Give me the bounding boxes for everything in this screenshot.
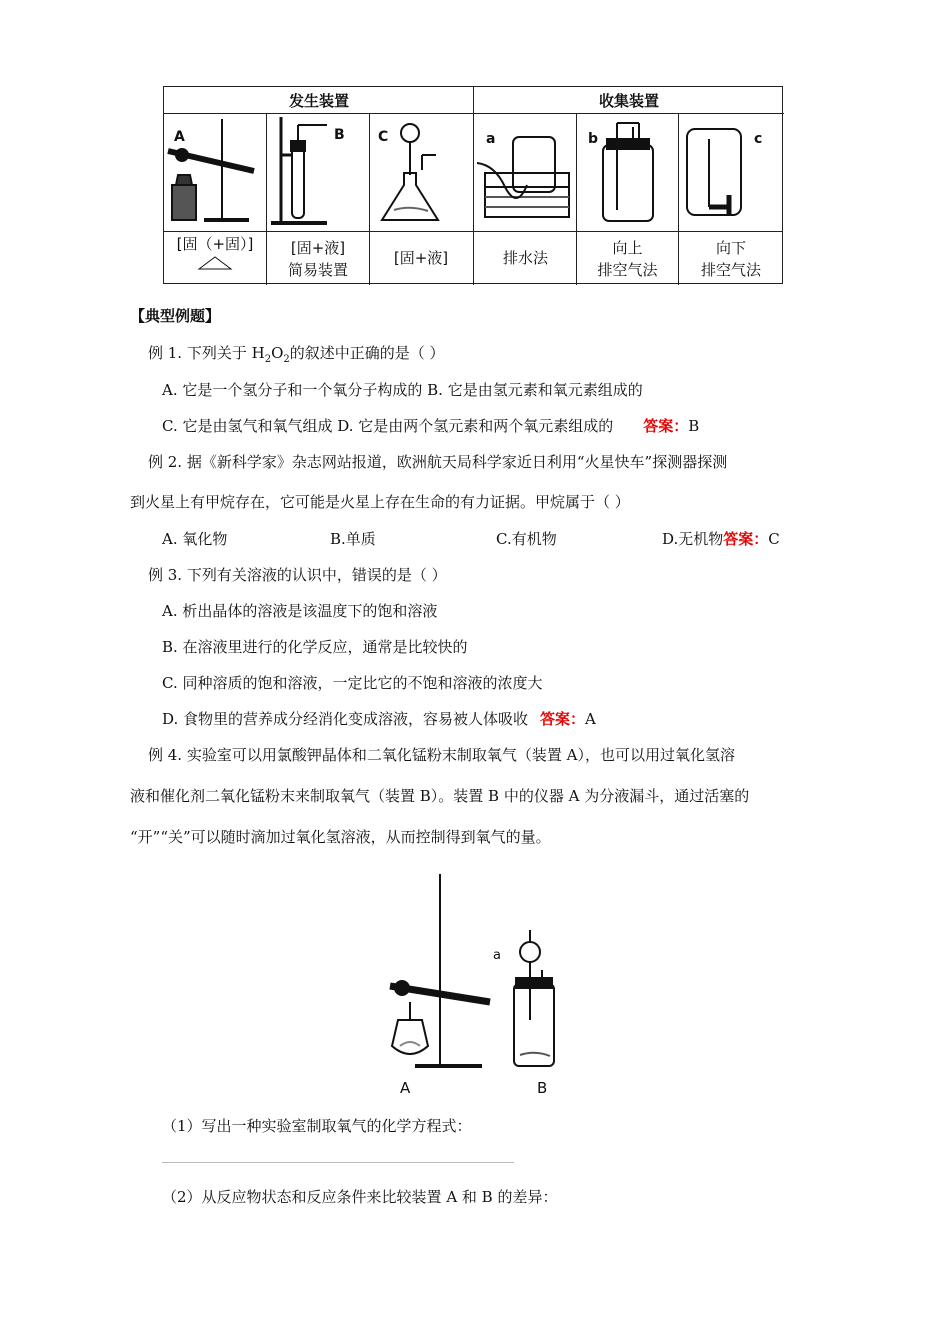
q2-option-a: A. 氧化物 (162, 530, 228, 548)
apparatus-letter-a-lower: a (486, 131, 496, 147)
q4-stem-3: “开”“关”可以随时滴加过氧化氢溶液，从而控制得到氧气的量。 (130, 828, 551, 846)
q1-answer-value: B (688, 417, 700, 435)
apparatus-letter-c-upper: C (378, 129, 389, 145)
separating-funnel-apparatus-icon (370, 115, 472, 230)
caption-upward-1: 向上 (612, 239, 643, 257)
q1-options-cd: C. 它是由氢气和氧气组成 D. 它是由两个氢元素和两个氧元素组成的 答案：B (162, 417, 700, 435)
q3-stem: 例 3. 下列有关溶液的认识中，错误的是（ ） (148, 566, 447, 584)
section-title: 【典型例题】 (130, 307, 221, 325)
q4-stem-1: 例 4. 实验室可以用氯酸钾晶体和二氧化锰粉末制取氧气（装置 A），也可以用过氧化氢溶 (148, 746, 735, 764)
caption-solid-liquid-1: [固+液] (290, 239, 346, 257)
downward-air-displacement-icon (679, 115, 783, 230)
q4-sub-question-1: （1）写出一种实验室制取氧气的化学方程式： (162, 1117, 472, 1135)
upward-air-displacement-icon (577, 115, 678, 230)
solid-heating-apparatus-icon (164, 115, 266, 230)
q2-stem-2: 到火星上有甲烷存在，它可能是火星上存在生命的有力证据。甲烷属于（ ） (130, 493, 630, 511)
apparatus-letter-b-lower: b (588, 131, 599, 147)
collection-header: 收集装置 (474, 87, 784, 114)
caption-solid-liquid-2: 简易装置 (287, 261, 348, 279)
q3-option-d: D. 食物里的营养成分经消化变成溶液，容易被人体吸收 答案：A (162, 710, 596, 728)
q2-answer-label: 答案： (723, 530, 769, 548)
q1-answer-label: 答案： (643, 417, 689, 435)
q3-answer-label: 答案： (540, 710, 586, 728)
generation-header: 发生装置 (164, 87, 474, 114)
q1-stem: 例 1. 下列关于 $H_2O_2$的叙述中正确的是（ ） (148, 344, 445, 365)
q2-option-d: D.无机物答案：C (662, 530, 780, 548)
apparatus-letter-a-upper: A (174, 129, 185, 145)
q3-option-a: A. 析出晶体的溶液是该温度下的饱和溶液 (162, 602, 438, 620)
q1-options-ab: A. 它是一个氢分子和一个氧分子构成的 B. 它是由氢元素和氧元素组成的 (162, 381, 643, 399)
caption-downward-2: 排空气法 (700, 261, 761, 279)
q4-sub-question-2: （2）从反应物状态和反应条件来比较装置 A 和 B 的差异： (162, 1188, 558, 1206)
caption-solid-liquid-funnel: [固+液] (393, 249, 449, 267)
apparatus-letter-b-upper: B (334, 127, 345, 143)
q2-stem-1: 例 2. 据《新科学家》杂志网站报道，欧洲航天局科学家近日利用“火星快车”探测器探测 (148, 453, 728, 471)
q2-answer-value: C (768, 530, 780, 548)
apparatus-table (163, 86, 783, 284)
q3-option-b: B. 在溶液里进行的化学反应，通常是比较快的 (162, 638, 468, 656)
figure-label-a: A (400, 1079, 411, 1097)
heating-triangle-icon (197, 255, 233, 271)
q3-answer-value: A (585, 710, 596, 728)
q4-stem-2: 液和催化剂二氧化锰粉末来制取氧气（装置 B）。装置 B 中的仪器 A 为分液漏斗，通过活塞的 (130, 787, 750, 805)
caption-solid-solid: [固（+固）] (176, 235, 254, 253)
caption-upward-2: 排空气法 (597, 261, 658, 279)
water-displacement-apparatus-icon (475, 115, 576, 230)
q2-option-c: C.有机物 (496, 530, 557, 548)
q3-option-c: C. 同种溶质的饱和溶液，一定比它的不饱和溶液的浓度大 (162, 674, 543, 692)
solid-liquid-simple-apparatus-icon (267, 115, 369, 230)
answer-blank-line (162, 1162, 514, 1163)
apparatus-letter-c-lower: c (754, 131, 763, 147)
caption-downward-1: 向下 (715, 239, 746, 257)
q2-option-b: B.单质 (330, 530, 376, 548)
oxygen-apparatus-figure (370, 870, 570, 1080)
figure-label-small-a: a (493, 948, 501, 963)
caption-water: 排水法 (502, 249, 548, 267)
figure-label-b: B (537, 1079, 548, 1097)
